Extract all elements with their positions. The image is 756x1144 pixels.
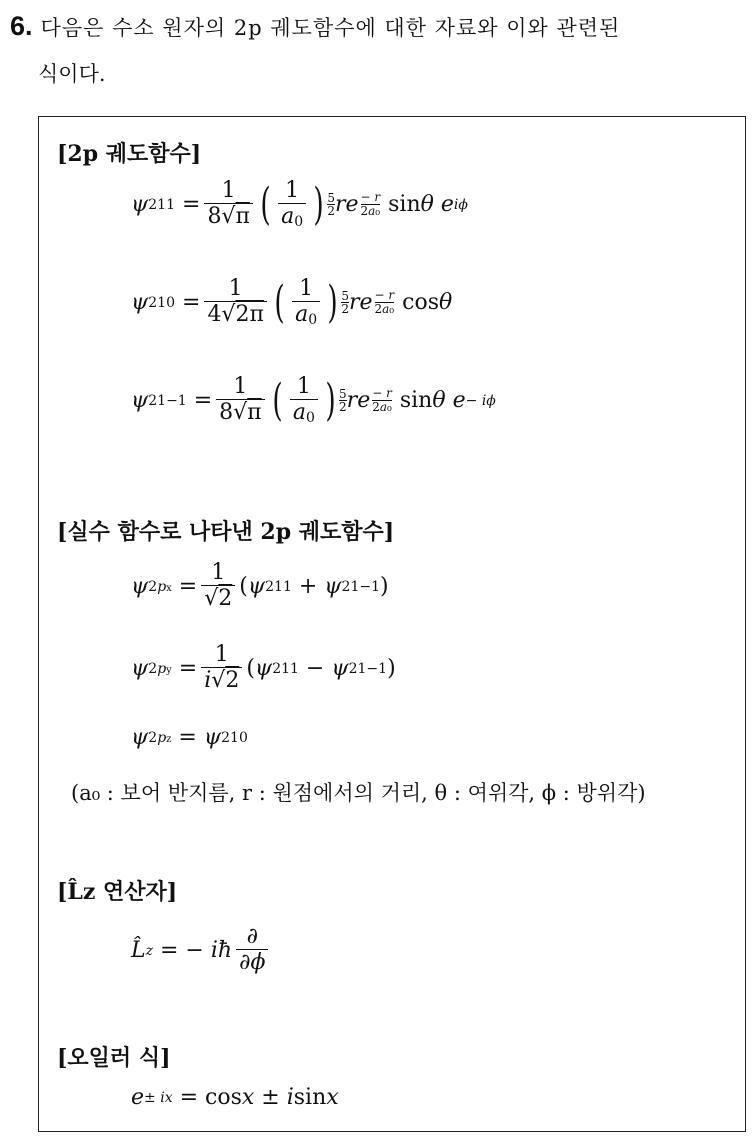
section-title-lz-operator: [L̂z 연산자] bbox=[57, 879, 178, 905]
question-text-line2: 식이다. bbox=[38, 62, 106, 86]
data-box bbox=[38, 116, 746, 1132]
equation-psi-211: ψ 211 = $\frac{1}{8√\pi}$ ( $\frac{1}{a_0}$ ) 5 2 re − r 2a₀ sin θ e iϕ bbox=[131, 178, 468, 231]
equation-psi-2pz: ψ 2pz = ψ 210 bbox=[131, 725, 248, 750]
question-number: 6. bbox=[10, 11, 33, 41]
equation-psi-2px: ψ 2px = $\frac{1}{√2}$ ( ψ 211 + ψ 21−1 ) bbox=[131, 560, 389, 612]
equation-lz-operator: L̂ z = − iħ $\frac{\partial}{\partial\phi}$ bbox=[131, 925, 272, 977]
question-text-line1: 다음은 수소 원자의 2p 궤도함수에 대한 자료와 이와 관련된 bbox=[40, 16, 621, 40]
equation-psi-21-1: ψ 21−1 = $\frac{1}{8√\pi}$ ( $\frac{1}{a_0}$ ) 5 2 re − r 2a₀ sin θ e − iϕ bbox=[131, 374, 496, 427]
variable-legend: (a₀ : 보어 반지름, r : 원점에서의 거리, θ : 여위각, ϕ : 방위각) bbox=[71, 781, 646, 805]
question-stem bbox=[0, 6, 750, 48]
equation-psi-2py: ψ 2py = $\frac{1}{i√2}$ ( ψ 211 − ψ 21−1 ) bbox=[131, 642, 396, 694]
section-title-real-2p-orbitals: [실수 함수로 나타낸 2p 궤도함수] bbox=[57, 519, 395, 545]
equation-euler: e ± ix = cos x ± i sin x bbox=[131, 1085, 339, 1110]
section-title-2p-orbitals: [2p 궤도함수] bbox=[57, 141, 202, 167]
equation-psi-210: ψ 210 = $\frac{1}{4√2\pi}$ ( $\frac{1}{a_0}$ ) 5 2 re − r 2a₀ cos θ bbox=[131, 276, 453, 329]
section-title-euler-formula: [오일러 식] bbox=[57, 1045, 171, 1071]
